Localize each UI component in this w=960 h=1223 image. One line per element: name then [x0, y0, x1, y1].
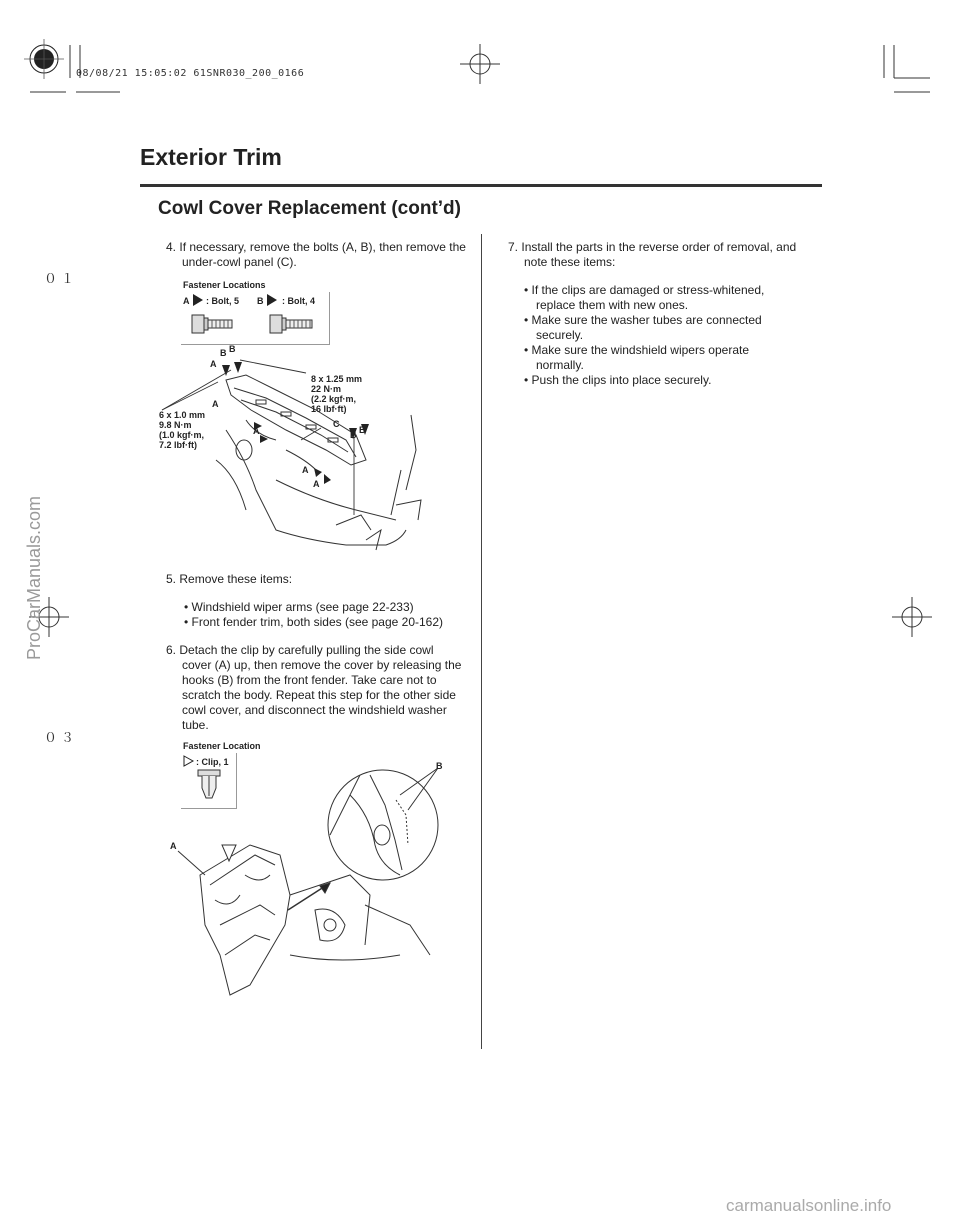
arrow-a-icon: [193, 294, 205, 306]
step-7-bullet-2-text: Make sure the washer tubes are connected securely.: [531, 313, 762, 342]
legend-b-letter: B: [257, 296, 264, 306]
callout-a-cover: A: [170, 841, 177, 851]
step-7-bullet-3: • Make sure the windshield wipers operate normally.: [524, 343, 749, 372]
torque-spec-a: [159, 410, 205, 450]
watermark-procarmanuals: ProCarManuals.com: [24, 495, 44, 660]
step-5-bullet-1-text: Windshield wiper arms (see page 22-233): [191, 600, 414, 614]
legend-b-text: : Bolt, 4: [282, 296, 315, 306]
step-5-bullet-2-text: Front fender trim, both sides (see page 20-162): [191, 615, 444, 629]
torque-b-line-3: (2.2 kgf·m,: [311, 394, 357, 404]
callout-a-4: A: [302, 465, 309, 475]
step-7-bullet-1: • If the clips are damaged or stress-whitened, replace them with new ones.: [524, 283, 765, 312]
print-stamp: 08/08/21 15:05:02 61SNR030_200_0166: [76, 68, 305, 79]
step-4-number: 4.: [166, 240, 177, 254]
step-5: [166, 572, 466, 587]
arrow-b-icon: [267, 294, 279, 306]
under-cowl-panel-illustration: [156, 340, 456, 560]
side-number-second: ０３: [44, 731, 79, 746]
step-4-text: If necessary, remove the bolts (A, B), then remove the under-cowl panel (C).: [179, 240, 466, 269]
torque-a-line-2: 9.8 N·m: [159, 420, 192, 430]
torque-b-line-2: 22 N·m: [311, 384, 342, 394]
torque-a-line-3: (1.0 kgf·m,: [159, 430, 205, 440]
callout-b-hooks: B: [436, 761, 443, 771]
step-6-text: Detach the clip by carefully pulling the side cowl cover (A) up, then remove the cover by releasing the hooks (B) from the front fender. Take care not to scratch the body. Repeat this step for the other side cowl cover, and disconnect the windshield washer tube.: [179, 643, 462, 732]
legend-a-text: : Bolt, 5: [206, 296, 239, 306]
fastener-location-title: Fastener Location: [183, 741, 261, 751]
step-7: [508, 240, 798, 270]
callout-c: C: [333, 419, 340, 429]
step-5-bullet-2: • Front fender trim, both sides (see page 20-162): [184, 615, 444, 629]
step-7-bullet-1-text: If the clips are damaged or stress-whitened, replace them with new ones.: [531, 283, 765, 312]
step-7-bullet-3-text: Make sure the windshield wipers operate normally.: [531, 343, 749, 372]
callout-a-3: A: [253, 426, 260, 436]
step-6-number: 6.: [166, 643, 177, 657]
title-rule: [140, 184, 822, 187]
column-divider: [481, 234, 482, 1049]
step-7-text: Install the parts in the reverse order of removal, and note these items:: [521, 240, 797, 269]
step-5-bullets: [184, 600, 474, 630]
torque-a-line-4: 7.2 lbf·ft): [159, 440, 197, 450]
callout-b-1: B: [220, 348, 227, 358]
side-number-first: ０１: [44, 272, 79, 287]
step-6: [166, 643, 466, 733]
section-subtitle: Cowl Cover Replacement (cont’d): [158, 198, 461, 219]
page-title: Exterior Trim: [140, 144, 282, 170]
callout-a-1: A: [210, 359, 217, 369]
step-5-bullet-1: • Windshield wiper arms (see page 22-233): [184, 600, 414, 614]
legend-a-letter: A: [183, 296, 190, 306]
step-5-text: Remove these items:: [179, 572, 293, 586]
step-7-bullet-4-text: Push the clips into place securely.: [531, 373, 712, 387]
registration-target-icon: [24, 39, 64, 79]
torque-spec-b: [311, 374, 362, 414]
torque-a-line-1: 6 x 1.0 mm: [159, 410, 206, 420]
step-7-bullet-4: • Push the clips into place securely.: [524, 373, 712, 387]
side-cowl-cover-illustration: [170, 755, 440, 1015]
callout-b-2: B: [229, 344, 236, 354]
crosshair-top-icon: [460, 44, 500, 84]
step-7-number: 7.: [508, 240, 519, 254]
callout-b-4: B: [359, 425, 366, 435]
step-7-bullets: [524, 283, 794, 388]
callout-b-3: B: [350, 430, 357, 440]
step-4: [166, 240, 466, 270]
bolt-a-icon: [190, 313, 240, 335]
fastener-locations-title: Fastener Locations: [183, 280, 266, 290]
callout-a-5: A: [313, 479, 320, 489]
crosshair-right-icon: [892, 597, 932, 637]
step-5-number: 5.: [166, 572, 177, 586]
torque-b-line-4: 16 lbf·ft): [311, 404, 347, 414]
callout-a-2: A: [212, 399, 219, 409]
clip-legend-text: : Clip, 1: [196, 757, 229, 767]
torque-b-line-1: 8 x 1.25 mm: [311, 374, 363, 384]
step-7-bullet-2: • Make sure the washer tubes are connected securely.: [524, 313, 762, 342]
footer-watermark: carmanualsonline.info: [726, 1196, 892, 1215]
bolt-b-icon: [268, 313, 318, 335]
